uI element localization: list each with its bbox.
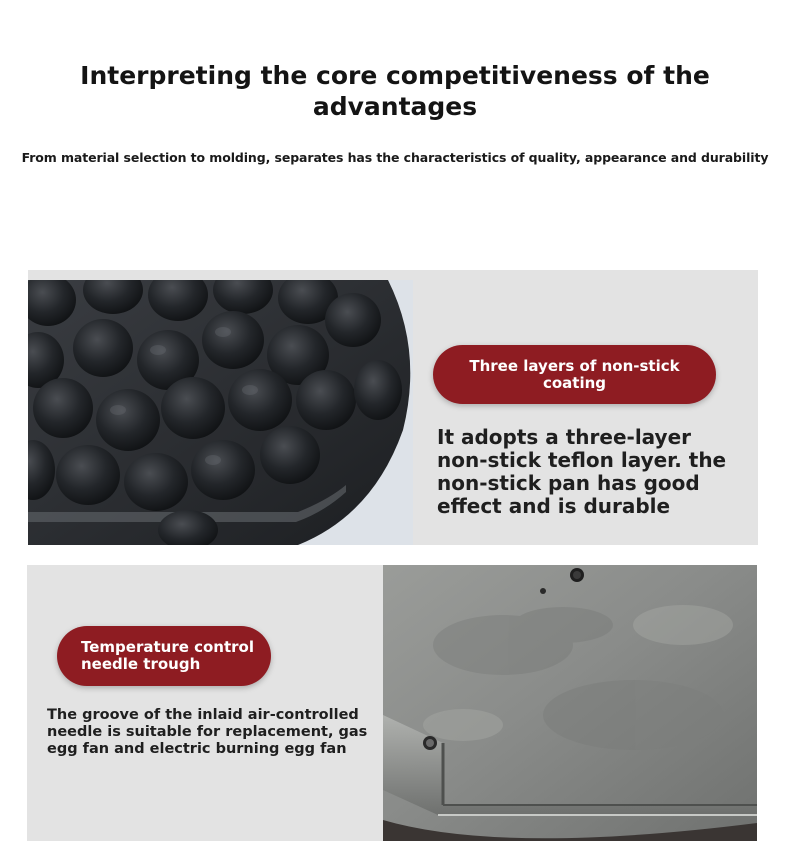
page-subtitle: From material selection to molding, separates has the characteristics of quality, appearance and durability	[21, 150, 769, 165]
feature-info-temperature	[27, 565, 383, 841]
feature-description-nonstick: It adopts a three-layer non-stick teflon layer. the non-stick pan has good effect and is durable	[437, 425, 727, 518]
pan-underside-photo	[383, 565, 757, 841]
feature-badge-temperature: Temperature control needle trough	[57, 626, 271, 686]
feature-panel-nonstick	[28, 270, 758, 545]
feature-description-temperature: The groove of the inlaid air-controlled needle is suitable for replacement, gas egg fan and electric burning egg fan	[47, 707, 368, 757]
page-title: Interpreting the core competitiveness of the advantages	[80, 61, 710, 121]
feature-badge-nonstick: Three layers of non-stick coating	[433, 345, 716, 404]
feature-info-nonstick	[413, 270, 758, 545]
egg-waffle-pan-photo	[28, 280, 413, 545]
feature-panel-temperature	[27, 565, 757, 841]
